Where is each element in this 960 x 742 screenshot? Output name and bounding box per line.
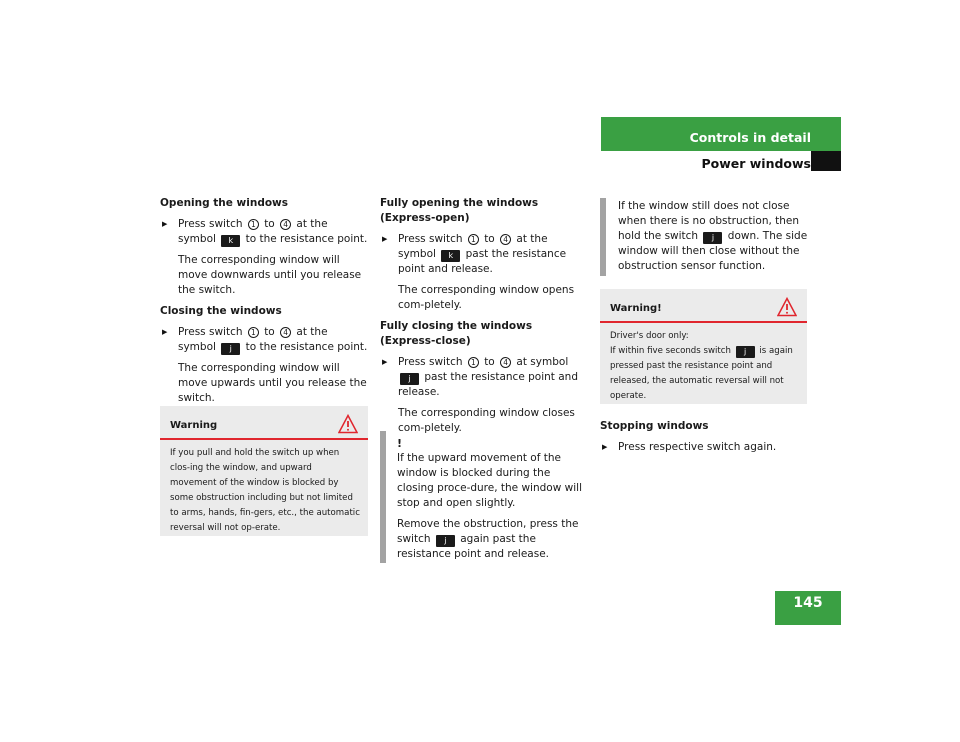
switch-4-icon: 4 xyxy=(280,327,291,338)
switch-1-icon: 1 xyxy=(248,219,259,230)
warning-text: If you pull and hold the switch up when clos-ing the window, and upward movement of the window is blocked by some obstruction including but not limited to arms, hands, fin-gers, etc., the automatic reversal will not op-erate. xyxy=(170,448,360,533)
opening-description: The corresponding window will move downwards until you release the switch. xyxy=(178,254,362,296)
switch-1-icon: 1 xyxy=(248,327,259,338)
switch-1-icon: 1 xyxy=(468,357,479,368)
closing-windows-heading: Closing the windows xyxy=(160,305,282,317)
stopping-step: ▶ Press respective switch again. xyxy=(600,440,808,455)
warning-triangle-icon xyxy=(777,297,797,317)
fully-closing-description: The corresponding window closes com-pletely. xyxy=(398,407,575,434)
stopping-windows-section xyxy=(600,419,808,455)
note-obstruction xyxy=(397,436,587,562)
warning-box-drivers-door xyxy=(600,289,807,404)
window-down-symbol-icon: k xyxy=(221,235,240,247)
window-up-symbol-icon: j xyxy=(400,373,419,385)
column-middle xyxy=(380,196,588,436)
fully-closing-heading: Fully closing the windows (Express-close) xyxy=(380,320,533,347)
window-down-symbol-icon: k xyxy=(441,250,460,262)
warning-triangle-icon xyxy=(338,414,358,434)
warning-title: Warning! xyxy=(600,289,807,323)
fully-opening-description: The corresponding window opens com-pletely. xyxy=(398,284,575,311)
opening-step: ▶ Press switch 1 to 4 at the symbol k to the resistance point. xyxy=(160,217,368,247)
note-paragraph: If the upward movement of the window is blocked during the closing proce-dure, the window will stop and open slightly. xyxy=(397,452,582,509)
closing-description: The corresponding window will move upwards until you release the switch. xyxy=(178,362,367,404)
section-header: Power windows xyxy=(701,156,811,171)
note-paragraph: Remove the obstruction, press the switch j again past the resistance point and release. xyxy=(397,518,579,560)
chapter-header: Controls in detail xyxy=(601,117,841,151)
warning-text: Driver's door only: If within five seconds switch j is again pressed past the resistance point and released, the automatic reversal will not operate. xyxy=(610,331,793,401)
note-no-obstruction: If the window still does not close when there is no obstruction, then hold the switch j down. The side window will then close without the obstruction sensor function. xyxy=(618,200,808,272)
page-number: 145 xyxy=(775,591,841,625)
note-bar xyxy=(380,431,386,563)
window-up-symbol-icon: j xyxy=(703,232,722,244)
column-left xyxy=(160,196,368,406)
closing-step: ▶ Press switch 1 to 4 at the symbol j to the resistance point. xyxy=(160,325,368,355)
note-bar xyxy=(600,198,606,276)
window-up-symbol-icon: j xyxy=(221,343,240,355)
opening-windows-heading: Opening the windows xyxy=(160,197,289,209)
window-up-symbol-icon: j xyxy=(436,535,455,547)
window-up-symbol-icon: j xyxy=(736,346,755,358)
fully-opening-step: ▶ Press switch 1 to 4 at the symbol k past the resistance point and release. xyxy=(380,232,588,277)
stopping-windows-heading: Stopping windows xyxy=(600,420,709,432)
switch-4-icon: 4 xyxy=(500,357,511,368)
warning-box xyxy=(160,406,368,536)
switch-4-icon: 4 xyxy=(280,219,291,230)
note-exclamation-icon: ! xyxy=(397,437,403,450)
warning-title: Warning xyxy=(160,406,368,440)
switch-4-icon: 4 xyxy=(500,234,511,245)
fully-opening-heading: Fully opening the windows (Express-open) xyxy=(380,197,539,224)
switch-1-icon: 1 xyxy=(468,234,479,245)
fully-closing-step: ▶ Press switch 1 to 4 at symbol j past the resistance point and release. xyxy=(380,355,588,400)
section-marker xyxy=(811,151,841,171)
